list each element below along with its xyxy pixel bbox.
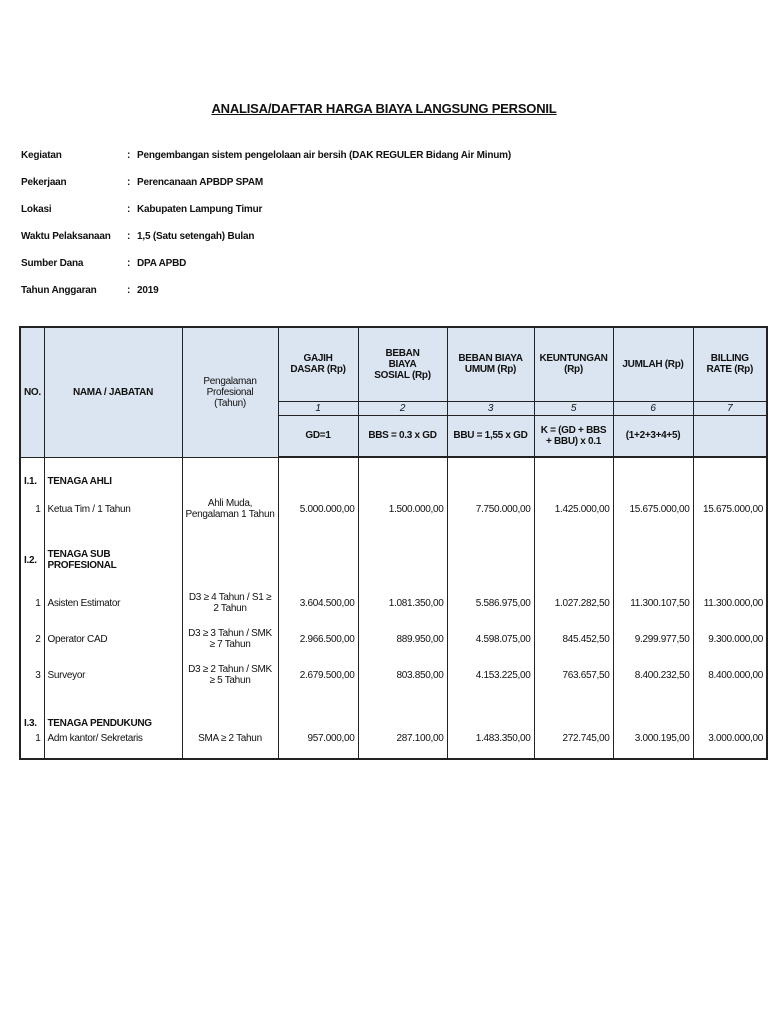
row-jumlah: 3.000.195,00 xyxy=(613,733,693,759)
row-billing: 15.675.000,00 xyxy=(693,491,767,527)
row-keuntungan: 272.745,00 xyxy=(534,733,613,759)
formula-jumlah: (1+2+3+4+5) xyxy=(613,415,693,457)
row-nama: Adm kantor/ Sekretaris xyxy=(44,733,182,759)
info-colon: : xyxy=(127,204,131,215)
document-title: ANALISA/DAFTAR HARGA BIAYA LANGSUNG PERSONIL xyxy=(211,101,557,116)
cost-table xyxy=(19,326,768,760)
info-value: Pengembangan sistem pengelolaan air bersih (DAK REGULER Bidang Air Minum) xyxy=(137,150,511,161)
formula-bbu: BBU = 1,55 x GD xyxy=(447,415,534,457)
row-jumlah: 9.299.977,50 xyxy=(613,621,693,657)
info-row-sumber-dana xyxy=(21,258,511,285)
row-bbu: 4.153.225,00 xyxy=(447,657,534,693)
header-jumlah: JUMLAH (Rp) xyxy=(613,327,693,401)
row-bbs: 1.081.350,00 xyxy=(358,585,447,621)
formula-bbs: BBS = 0.3 x GD xyxy=(358,415,447,457)
row-billing: 11.300.000,00 xyxy=(693,585,767,621)
info-colon: : xyxy=(127,177,131,188)
info-label: Waktu Pelaksanaan xyxy=(21,231,111,242)
info-value: 2019 xyxy=(137,285,159,296)
section-name: TENAGA AHLI xyxy=(44,471,182,491)
row-bbu: 5.586.975,00 xyxy=(447,585,534,621)
info-value: 1,5 (Satu setengah) Bulan xyxy=(137,231,255,242)
row-no: 1 xyxy=(20,733,44,759)
row-bbu: 4.598.075,00 xyxy=(447,621,534,657)
info-colon: : xyxy=(127,150,131,161)
section-code: I.3. xyxy=(20,713,44,733)
header-billing-rate: BILLING RATE (Rp) xyxy=(693,327,767,401)
project-info xyxy=(21,150,511,312)
column-index: 5 xyxy=(534,401,613,415)
column-index: 2 xyxy=(358,401,447,415)
header-gaji-dasar: GAJIH DASAR (Rp) xyxy=(278,327,358,401)
row-bbs: 889.950,00 xyxy=(358,621,447,657)
info-row-kegiatan xyxy=(21,150,511,177)
row-pengalaman: Ahli Muda, Pengalaman 1 Tahun xyxy=(182,491,278,527)
row-keuntungan: 763.657,50 xyxy=(534,657,613,693)
row-keuntungan: 845.452,50 xyxy=(534,621,613,657)
formula-keuntungan: K = (GD + BBS + BBU) x 0.1 xyxy=(534,415,613,457)
row-nama: Surveyor xyxy=(44,657,182,693)
row-nama: Operator CAD xyxy=(44,621,182,657)
info-row-tahun-anggaran xyxy=(21,285,511,312)
info-row-waktu xyxy=(21,231,511,258)
info-label: Kegiatan xyxy=(21,150,62,161)
info-label: Lokasi xyxy=(21,204,52,215)
info-label: Tahun Anggaran xyxy=(21,285,97,296)
row-pengalaman: SMA ≥ 2 Tahun xyxy=(182,733,278,759)
info-value: Perencanaan APBDP SPAM xyxy=(137,177,264,188)
column-index: 3 xyxy=(447,401,534,415)
table-row xyxy=(20,733,767,759)
column-index: 1 xyxy=(278,401,358,415)
formula-billing xyxy=(693,415,767,457)
info-row-lokasi xyxy=(21,204,511,231)
row-keuntungan: 1.027.282,50 xyxy=(534,585,613,621)
header-keuntungan: KEUNTUNGAN (Rp) xyxy=(534,327,613,401)
row-no: 3 xyxy=(20,657,44,693)
section-row xyxy=(20,471,767,491)
info-value: Kabupaten Lampung Timur xyxy=(137,204,263,215)
info-row-pekerjaan xyxy=(21,177,511,204)
row-billing: 3.000.000,00 xyxy=(693,733,767,759)
row-gaji: 2.966.500,00 xyxy=(278,621,358,657)
row-jumlah: 11.300.107,50 xyxy=(613,585,693,621)
info-value: DPA APBD xyxy=(137,258,187,269)
row-jumlah: 15.675.000,00 xyxy=(613,491,693,527)
info-colon: : xyxy=(127,285,131,296)
info-colon: : xyxy=(127,258,131,269)
info-colon: : xyxy=(127,231,131,242)
table-row xyxy=(20,491,767,527)
row-no: 1 xyxy=(20,491,44,527)
row-bbu: 7.750.000,00 xyxy=(447,491,534,527)
section-name: TENAGA SUB PROFESIONAL xyxy=(44,549,182,571)
section-code: I.1. xyxy=(20,471,44,491)
row-pengalaman: D3 ≥ 3 Tahun / SMK ≥ 7 Tahun xyxy=(182,621,278,657)
row-billing: 9.300.000,00 xyxy=(693,621,767,657)
formula-gd: GD=1 xyxy=(278,415,358,457)
row-keuntungan: 1.425.000,00 xyxy=(534,491,613,527)
column-index: 7 xyxy=(693,401,767,415)
row-no: 2 xyxy=(20,621,44,657)
info-label: Pekerjaan xyxy=(21,177,67,188)
row-bbu: 1.483.350,00 xyxy=(447,733,534,759)
row-nama: Asisten Estimator xyxy=(44,585,182,621)
info-label: Sumber Dana xyxy=(21,258,84,269)
row-bbs: 1.500.000,00 xyxy=(358,491,447,527)
row-gaji: 2.679.500,00 xyxy=(278,657,358,693)
row-gaji: 5.000.000,00 xyxy=(278,491,358,527)
column-index: 6 xyxy=(613,401,693,415)
section-name: TENAGA PENDUKUNG xyxy=(44,713,182,733)
table-row xyxy=(20,585,767,621)
row-gaji: 957.000,00 xyxy=(278,733,358,759)
row-billing: 8.400.000,00 xyxy=(693,657,767,693)
table-row xyxy=(20,621,767,657)
header-pengalaman: Pengalaman Profesional (Tahun) xyxy=(182,327,278,457)
row-gaji: 3.604.500,00 xyxy=(278,585,358,621)
row-bbs: 803.850,00 xyxy=(358,657,447,693)
header-beban-umum: BEBAN BIAYA UMUM (Rp) xyxy=(447,327,534,401)
section-code: I.2. xyxy=(20,549,44,571)
header-beban-sosial: BEBAN BIAYA SOSIAL (Rp) xyxy=(358,327,447,401)
table-row xyxy=(20,657,767,693)
row-pengalaman: D3 ≥ 4 Tahun / S1 ≥ 2 Tahun xyxy=(182,585,278,621)
row-nama: Ketua Tim / 1 Tahun xyxy=(44,491,182,527)
header-no: NO. xyxy=(20,327,44,457)
row-pengalaman: D3 ≥ 2 Tahun / SMK ≥ 5 Tahun xyxy=(182,657,278,693)
section-row xyxy=(20,713,767,733)
row-no: 1 xyxy=(20,585,44,621)
header-nama-jabatan: NAMA / JABATAN xyxy=(44,327,182,457)
row-jumlah: 8.400.232,50 xyxy=(613,657,693,693)
section-row xyxy=(20,549,767,571)
row-bbs: 287.100,00 xyxy=(358,733,447,759)
